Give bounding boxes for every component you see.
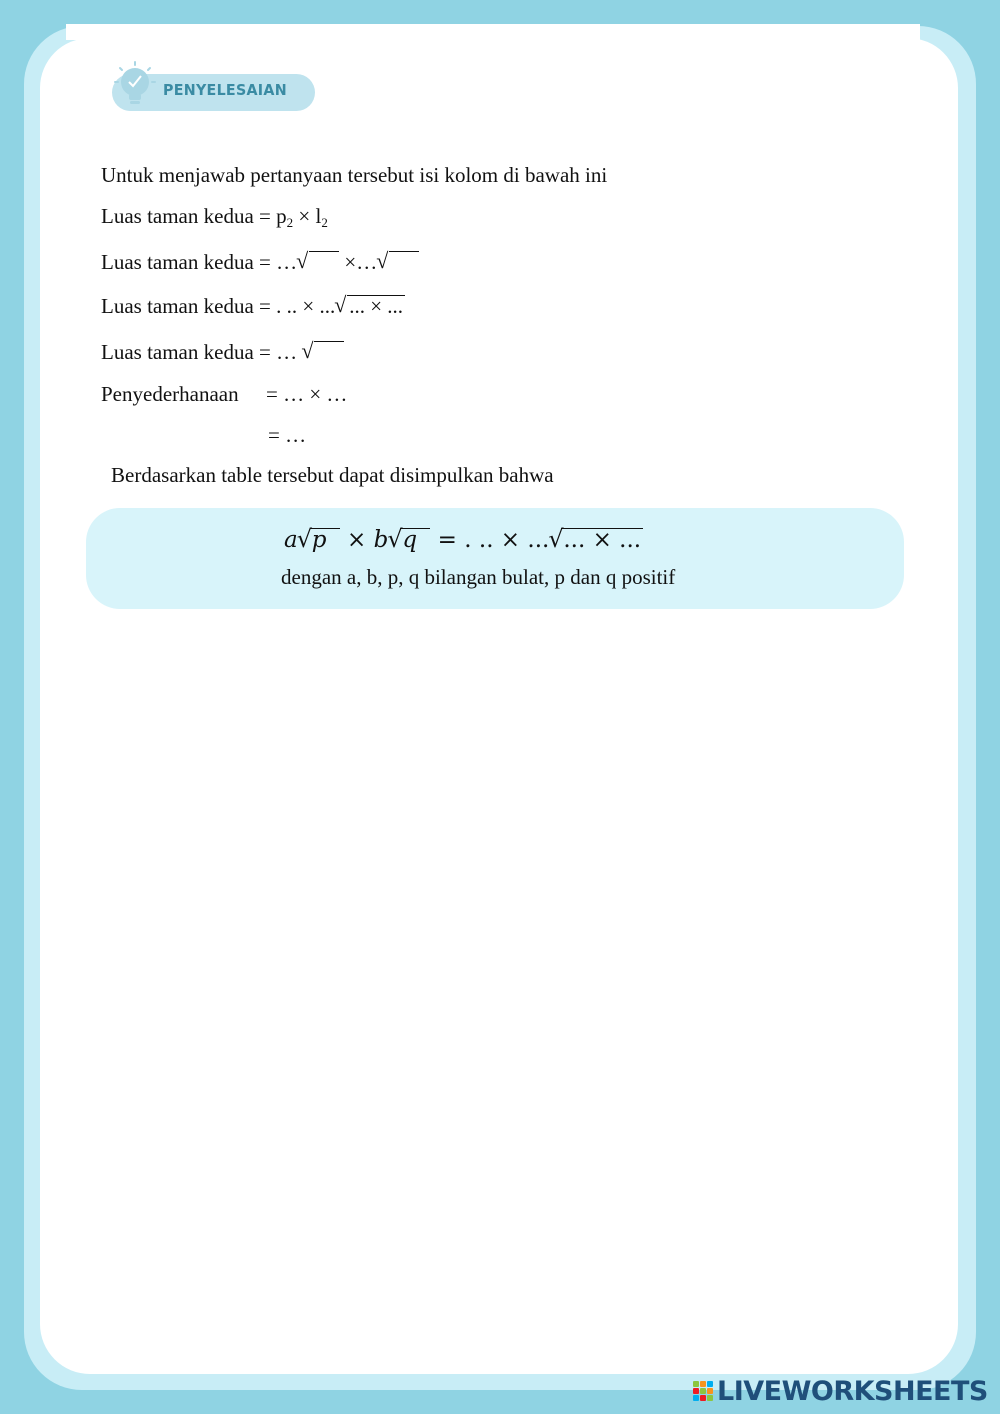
conclusion-text: Berdasarkan table tersebut dapat disimpulkan bahwa <box>111 463 554 487</box>
formula-sqrt-result[interactable]: √ ... × ... <box>549 527 643 553</box>
area-line-1-times: × l <box>298 204 322 228</box>
formula-result[interactable]: = . .. × ... <box>437 527 550 553</box>
intro-text: Untuk menjawab pertanyaan tersebut isi kolom di bawah ini <box>101 163 608 187</box>
area-line-4-label: Luas taman kedua = … <box>101 340 298 364</box>
area-line-3 <box>101 294 405 318</box>
formula-b: b <box>373 527 389 553</box>
area-line-4 <box>101 340 344 364</box>
formula-sqrt-q: √ q <box>388 527 430 553</box>
worksheet-paper <box>40 38 958 1374</box>
simplification-value[interactable]: = … × … <box>266 382 348 406</box>
liveworksheets-name: LIVEWORKSHEETS <box>717 1375 988 1407</box>
simplification-result[interactable]: = … <box>268 423 307 447</box>
simplification-label: Penyederhanaan <box>101 382 239 406</box>
formula-box <box>86 508 904 609</box>
formula-note: dengan a, b, p, q bilangan bulat, p dan q positif <box>281 565 676 589</box>
area-line-2 <box>101 250 419 274</box>
l-subscript: 2 <box>321 215 328 230</box>
formula-sqrt-p: √ p <box>298 527 340 553</box>
formula-times: × <box>347 527 367 553</box>
area-line-3-coefficients[interactable]: . .. × ... <box>276 294 336 318</box>
area-line-3-label: Luas taman kedua = <box>101 294 271 318</box>
formula-a: a <box>284 527 298 553</box>
area-line-2-times: ×… <box>344 250 378 274</box>
multiplication-formula <box>284 527 643 553</box>
sqrt-blank-1[interactable] <box>297 250 339 274</box>
area-line-2-label: Luas taman kedua = … <box>101 250 298 274</box>
area-line-1 <box>101 204 328 231</box>
p-subscript: 2 <box>286 215 294 230</box>
area-line-1-label: Luas taman kedua = p <box>101 204 287 228</box>
paper-top-strip <box>66 24 920 40</box>
liveworksheets-logo <box>693 1376 988 1406</box>
sqrt-blank-3[interactable] <box>302 340 344 364</box>
sqrt-blank-2[interactable] <box>377 250 419 274</box>
lightbulb-icon <box>112 60 158 112</box>
liveworksheets-mark-icon <box>693 1381 713 1401</box>
sqrt-radicand-blank[interactable]: √ ... × ... <box>335 294 405 318</box>
section-header-title: PENYELESAIAN <box>163 81 287 99</box>
